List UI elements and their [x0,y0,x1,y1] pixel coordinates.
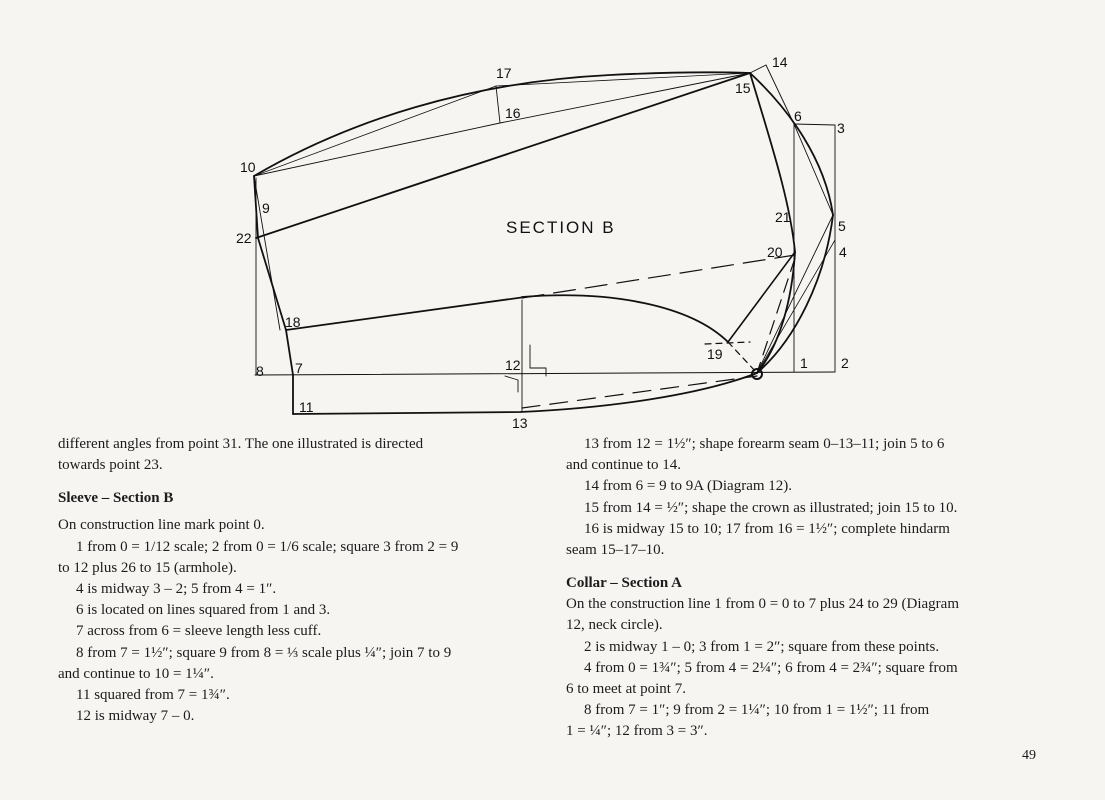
line-6-5 [794,124,833,215]
point-label-3: 3 [837,120,845,136]
point-label-9: 9 [262,200,270,216]
body-text-line: On the construction line 1 from 0 = 0 to 7 plus 24 to 29 (Diagram [566,596,959,613]
point-label-13: 13 [512,415,528,431]
point-label-6: 6 [794,108,802,124]
point-label-17: 17 [496,65,512,81]
point-label-10: 10 [240,159,256,175]
line-19-20 [728,252,795,342]
body-text-line: 4 from 0 = 1¾″; 5 from 4 = 2¼″; 6 from 4 = 2¾″; square from [584,659,958,676]
body-text-line: 8 from 7 = 1″; 9 from 2 = 1¼″; 10 from 1 = 1½″; 11 from [584,702,930,719]
body-text-line: 15 from 14 = ½″; shape the crown as illustrated; join 15 to 10. [584,499,958,516]
mark-12 [530,345,546,376]
body-text-line: 6 is located on lines squared from 1 and 3. [76,602,331,619]
body-text-line: 8 from 7 = 1½″; square 9 from 8 = ⅓ scale plus ¼″; join 7 to 9 [76,644,452,661]
point-label-18: 18 [285,314,301,330]
body-text-line: different angles from point 31. The one illustrated is directed [58,436,424,452]
left-seam [254,176,293,375]
point-label-7: 7 [295,360,303,376]
dashed-line-to-20 [522,255,795,298]
point-label-4: 4 [839,244,847,260]
crown-line-15-20 [750,73,795,252]
body-text-line: and continue to 10 = 1¼″. [58,665,214,682]
point-label-14: 14 [772,54,788,70]
body-text-line: to 12 plus 26 to 15 (armhole). [58,559,237,576]
section-title: SECTION B [506,218,616,237]
mark-12b [505,376,518,392]
point-label-15: 15 [735,80,751,96]
dashed-19-to-0 [728,342,757,373]
page-number: 49 [1022,748,1036,763]
body-text-line: 1 = ¼″; 12 from 3 = 3″. [566,723,708,740]
square-line-6-3 [794,124,835,125]
construction-line [255,372,835,375]
body-text-line: 4 is midway 3 – 2; 5 from 4 = 1″. [76,581,277,598]
body-text-line: 12 is midway 7 – 0. [76,708,195,725]
body-text-line: 1 from 0 = 1/12 scale; 2 from 0 = 1/6 scale; square 3 from 2 = 9 [76,538,459,555]
point-label-22: 22 [236,230,252,246]
body-text-line: 2 is midway 1 – 0; 3 from 1 = 2″; square from these points. [584,638,940,655]
body-text-line: 16 is midway 15 to 10; 17 from 16 = 1½″; complete hindarm [584,520,950,537]
point-label-11: 11 [299,399,314,415]
line-17-16 [496,86,500,123]
section-heading-collar: Collar – Section A [566,575,682,592]
body-text-line: towards point 23. [58,457,163,474]
point-label-5: 5 [838,218,846,234]
point-label-16: 16 [505,105,521,121]
under-sleeve-dashed [522,376,757,408]
point-label-12: 12 [505,357,521,373]
body-text-line: On construction line mark point 0. [58,517,265,534]
point-label-21: 21 [775,209,791,225]
dashed-20-to-0 [757,258,795,373]
line-15-14 [750,65,766,73]
body-text-line: 14 from 6 = 9 to 9A (Diagram 12). [584,478,793,495]
body-text-line: 12, neck circle). [566,617,663,634]
body-text-line: 11 squared from 7 = 1¾″. [76,687,230,704]
line-22-15 [256,73,750,238]
crown-curve [750,73,833,215]
line-10-17 [254,73,750,176]
left-text-column [58,434,526,727]
undersleeve-curve [522,295,728,342]
line-18-20 [286,297,525,330]
body-text-line: 13 from 12 = 1½″; shape forearm seam 0–13–11; join 5 to 6 [584,436,945,452]
point-label-1: 1 [800,355,808,371]
line-5-0 [757,215,833,373]
body-text-line: seam 15–17–10. [566,542,665,559]
point-label-8: 8 [256,363,264,379]
section-heading-sleeve: Sleeve – Section B [58,490,174,507]
point-label-2: 2 [841,355,849,371]
body-text-line: 6 to meet at point 7. [566,681,686,698]
right-text-column [566,434,1036,743]
body-text-line: and continue to 14. [566,457,681,474]
point-label-19: 19 [707,346,723,362]
line-10-16 [254,73,750,176]
body-text-line: 7 across from 6 = sleeve length less cuff. [76,623,322,640]
point-label-20: 20 [767,244,783,260]
